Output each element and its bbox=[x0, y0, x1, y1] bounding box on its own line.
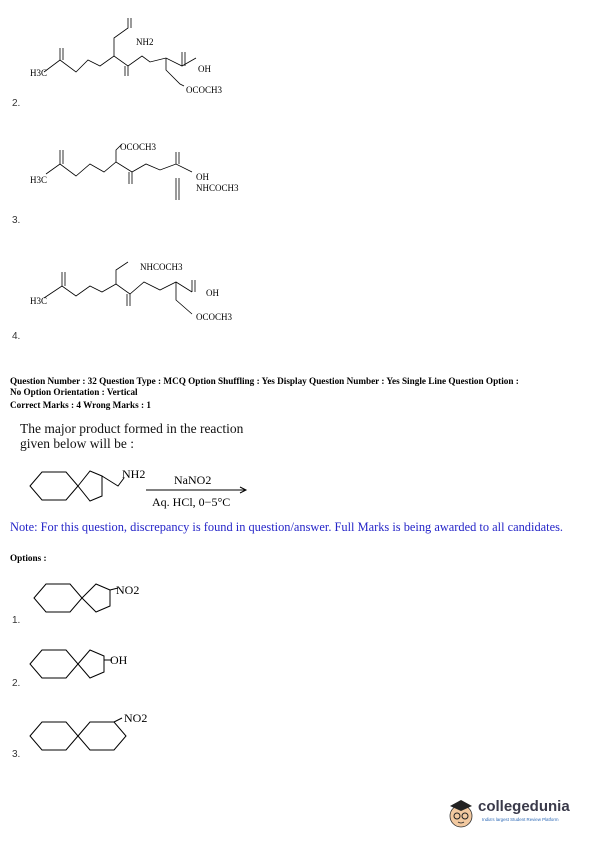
mascot-icon bbox=[444, 796, 478, 830]
acetamido-label: NHCOCH3 bbox=[140, 262, 183, 272]
option-3-number: 3. bbox=[12, 749, 21, 760]
methyl-label: H3C bbox=[30, 296, 48, 306]
question-meta-line1: Question Number : 32 Question Type : MCQ Option Shuffling : Yes Display Question Number : Yes Single Line Question Option : bbox=[10, 376, 519, 386]
acetoxy-label: OCOCH3 bbox=[196, 312, 233, 322]
question-text-line1: The major product formed in the reaction bbox=[20, 421, 244, 436]
question-text-line2: given below will be : bbox=[20, 436, 134, 451]
reagent-top: NaNO2 bbox=[174, 473, 212, 487]
hydroxyl-label: OH bbox=[198, 64, 211, 74]
reactant-amine-label: NH2 bbox=[122, 467, 146, 481]
option-1-substituent: NO2 bbox=[116, 583, 140, 597]
question-meta-line2: No Option Orientation : Vertical bbox=[10, 387, 138, 397]
options-label: Options : bbox=[10, 553, 47, 563]
hydroxyl-label: OH bbox=[206, 288, 219, 298]
methyl-label: H3C bbox=[30, 175, 48, 185]
option-1-number: 1. bbox=[12, 615, 21, 626]
methyl-label: H3C bbox=[30, 68, 48, 78]
acetoxy-label: OCOCH3 bbox=[186, 85, 223, 95]
discrepancy-note: Note: For this question, discrepancy is found in question/answer. Full Marks is being awarded to all candidates. bbox=[10, 520, 564, 534]
acetamido-label: NHCOCH3 bbox=[196, 183, 239, 193]
option-2-substituent: OH bbox=[110, 653, 128, 667]
logo-tagline: India's largest Student Review Platform bbox=[482, 817, 559, 822]
option-3-substituent: NO2 bbox=[124, 711, 148, 725]
marks-line: Correct Marks : 4 Wrong Marks : 1 bbox=[10, 400, 151, 410]
option-2-number: 2. bbox=[12, 678, 21, 689]
amine-label: NH2 bbox=[136, 37, 154, 47]
logo-name: collegedunia bbox=[478, 798, 570, 815]
option-number: 4. bbox=[12, 331, 21, 342]
hydroxyl-label: OH bbox=[196, 172, 209, 182]
acetoxy-label: OCOCH3 bbox=[120, 142, 157, 152]
option-number: 2. bbox=[12, 98, 21, 109]
collegedunia-logo bbox=[444, 796, 592, 832]
option-number: 3. bbox=[12, 215, 21, 226]
reagent-bottom: Aq. HCl, 0−5°C bbox=[152, 495, 231, 509]
